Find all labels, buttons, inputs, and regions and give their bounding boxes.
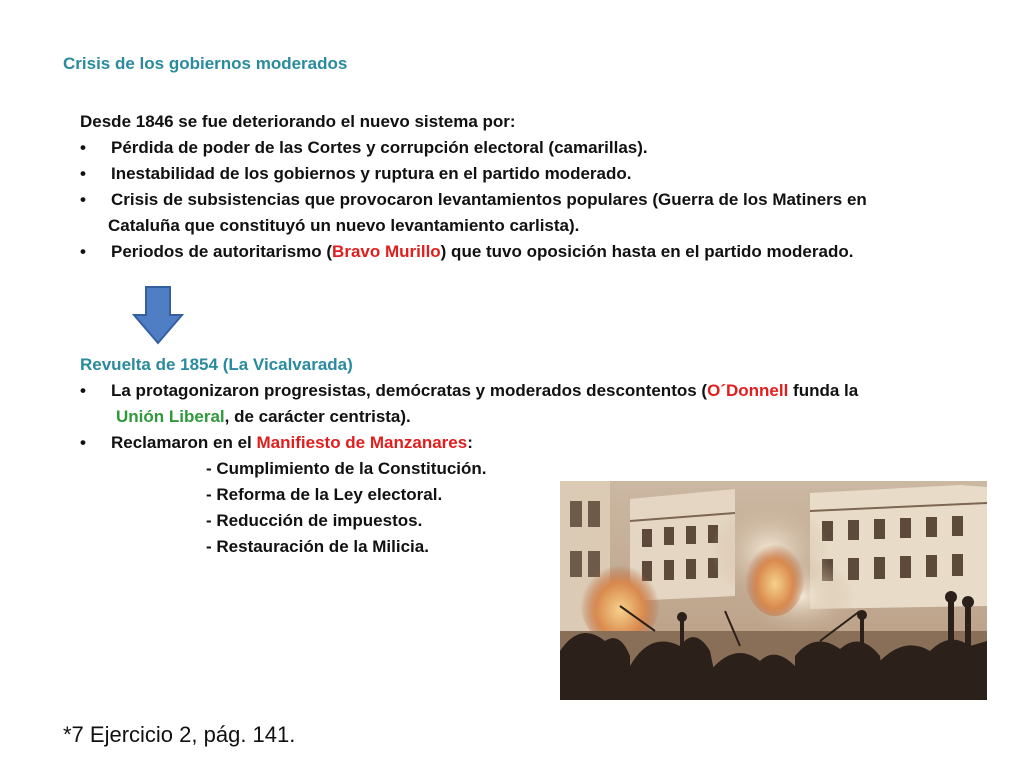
demand-item: - Reducción de impuestos. (206, 511, 423, 530)
bravo-murillo-highlight: Bravo Murillo (332, 242, 441, 261)
revolt-text: , de carácter centrista). (224, 407, 411, 426)
manifiesto-highlight: Manifiesto de Manzanares (256, 433, 468, 452)
odonnell-highlight: O´Donnell (707, 381, 789, 400)
union-liberal-highlight: Unión Liberal (116, 407, 225, 426)
cause-item: • Crisis de subsistencias que provocaron levantamientos populares (Guerra de los Matiners en (80, 187, 1010, 213)
demand-item: - Cumplimiento de la Constitución. (206, 459, 487, 478)
revolt-text: Reclamaron en el (111, 433, 257, 452)
exercise-reference: *7 Ejercicio 2, pág. 141. (63, 722, 296, 747)
revolt-text: La protagonizaron progresistas, demócratas y moderados descontentos ( (111, 381, 708, 400)
demand-item: - Reforma de la Ley electoral. (206, 485, 443, 504)
cause-text: Periodos de autoritarismo ( (111, 242, 333, 261)
cause-item-continuation: Cataluña que constituyó un nuevo levantamiento carlista). (108, 216, 580, 235)
revolt-text: : (467, 433, 473, 452)
causes-intro: Desde 1846 se fue deteriorando el nuevo sistema por: (80, 112, 516, 131)
demand-item: - Restauración de la Milicia. (206, 537, 429, 556)
slide-title: Crisis de los gobiernos moderados (63, 54, 348, 73)
battle-engraving-image (560, 481, 987, 700)
cause-text: ) que tuvo oposición hasta en el partido moderado. (440, 242, 854, 261)
cause-item: • Pérdida de poder de las Cortes y corrupción electoral (camarillas). (80, 135, 1010, 161)
revolt-item (80, 430, 1010, 456)
revolt-text: funda la (788, 381, 859, 400)
cause-item (80, 239, 1010, 265)
causes-block (80, 109, 1010, 265)
revolt-heading: Revuelta de 1854 (La Vicalvarada) (80, 355, 353, 374)
revolt-item (80, 378, 1010, 404)
cause-item: • Inestabilidad de los gobiernos y ruptura en el partido moderado. (80, 161, 1010, 187)
down-arrow-icon (131, 285, 185, 345)
revolt-item-continuation (80, 404, 1010, 430)
